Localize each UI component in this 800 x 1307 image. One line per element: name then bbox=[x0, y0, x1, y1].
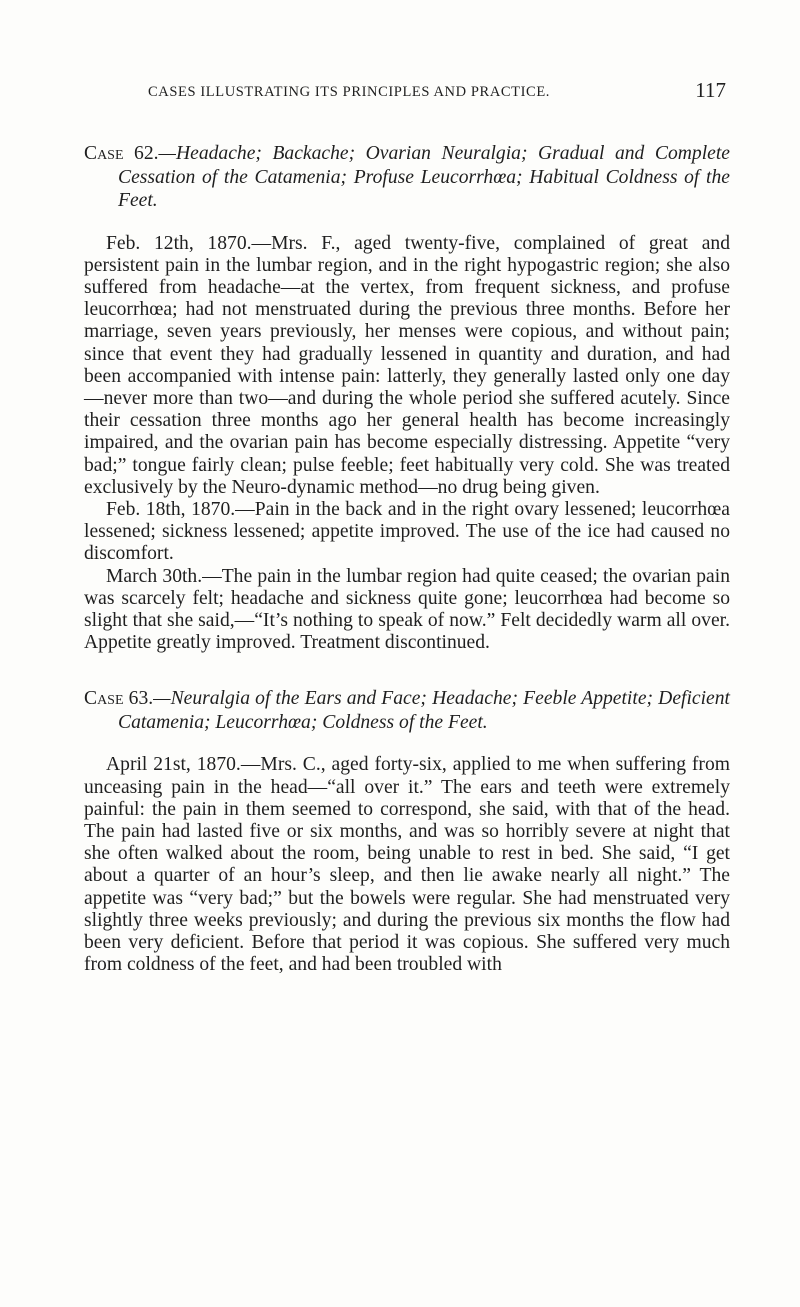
case-62-paragraph-2: Feb. 18th, 1870.—Pain in the back and in the right ovary lessened; leucorrhœa lessened; sickness lessened; appetite improved. The use of the ice had caused no discomfort. bbox=[84, 498, 730, 565]
case-62-heading bbox=[84, 142, 730, 213]
running-title: CASES ILLUSTRATING ITS PRINCIPLES AND PRACTICE. bbox=[148, 84, 551, 100]
case-62-title: —Headache; Backache; Ovarian Neuralgia; Gradual and Complete Cessation of the Catamenia; Profuse Leucorrhœa; Habitual Coldness of the Feet. bbox=[118, 143, 730, 211]
case-63-label: Case 63. bbox=[84, 688, 154, 710]
case-63-title: —Neuralgia of the Ears and Face; Headache; Feeble Appetite; Deficient Catamenia; Leucorrhœa; Coldness of the Feet. bbox=[118, 688, 730, 733]
running-head bbox=[148, 78, 726, 102]
case-62-paragraph-3: March 30th.—The pain in the lumbar region had quite ceased; the ovarian pain was scarcely felt; headache and sickness quite gone; leucorrhœa had become so slight that she said,—“It’s nothing to speak of now.” Felt decidedly warm all over. Appetite greatly improved. Treatment discontinued. bbox=[84, 565, 730, 654]
case-63-heading bbox=[84, 687, 730, 734]
body-text bbox=[84, 142, 730, 976]
page-number: 117 bbox=[695, 78, 726, 102]
case-63-paragraph-1: April 21st, 1870.—Mrs. C., aged forty-six, applied to me when suffering from unceasing pain in the head—“all over it.” The ears and teeth were extremely painful: the pain in them seemed to correspond, she said, with that of the head. The pain had lasted five or six months, and was so horribly severe at night that she often walked about the room, being unable to rest in bed. She said, “I get about a quarter of an hour’s sleep, and then lie awake nearly all night.” The appetite was “very bad;” but the bowels were regular. She had menstruated very slightly three weeks previously; and during the previous six months the flow had been very deficient. Before that period it was copious. She suffered very much from coldness of the feet, and had been troubled with bbox=[84, 754, 730, 976]
case-62-label: Case 62. bbox=[84, 143, 159, 164]
case-62-paragraph-1: Feb. 12th, 1870.—Mrs. F., aged twenty-five, complained of great and persistent pain in the lumbar region, and in the right hypogastric region; she also suffered from headache—at the vertex, from frequent sickness, and profuse leucorrhœa; had not menstruated during the previous three months. Before her marriage, seven years previously, her menses were copious, and without pain; since that event they had gradually lessened in quantity and duration, and had been accompanied with intense pain: latterly, they generally lasted only one day—never more than two—and during the whole period she suffered acutely. Since their cessation three months ago her general health has become increasingly impaired, and the ovarian pain has become especially distressing. Appetite “very bad;” tongue fairly clean; pulse feeble; feet habitually very cold. She was treated exclusively by the Neuro-dynamic method—no drug being given. bbox=[84, 232, 730, 498]
